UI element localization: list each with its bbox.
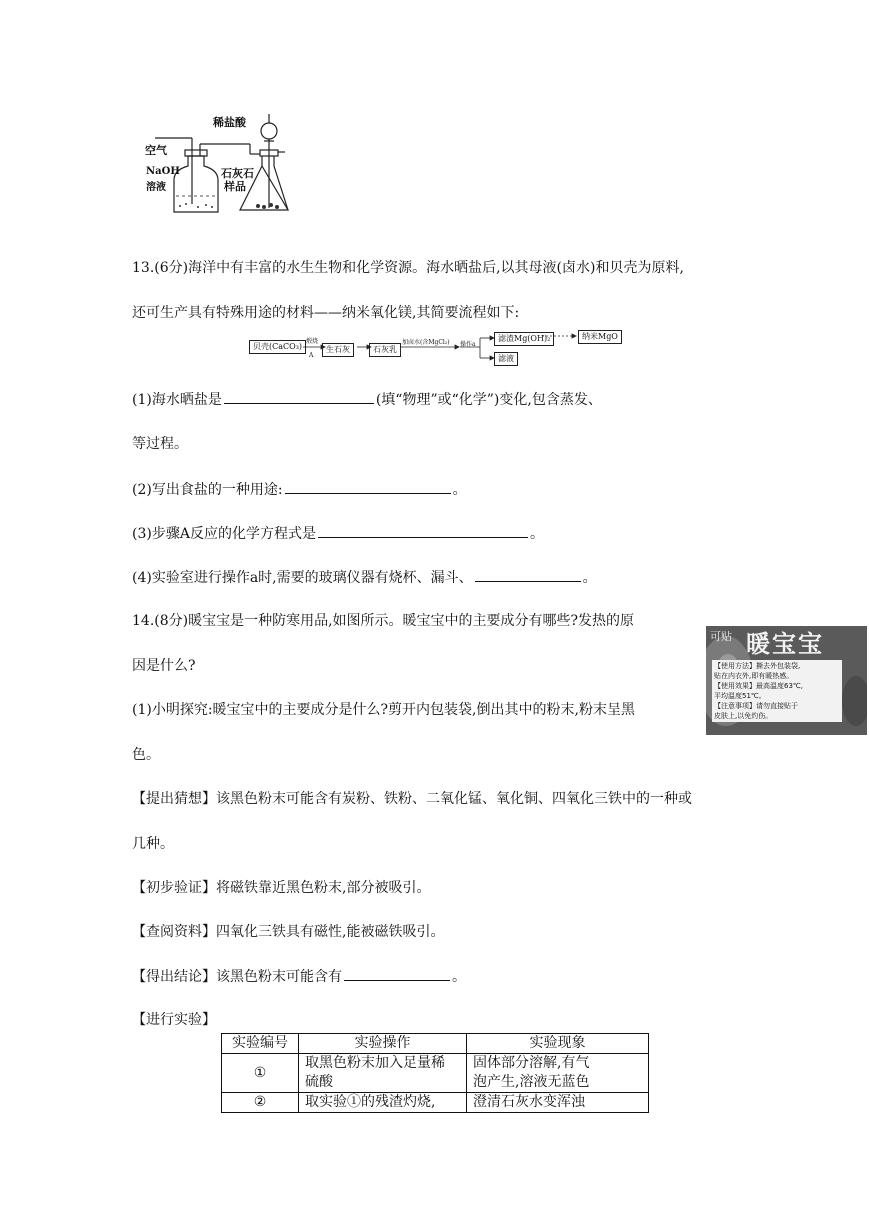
flow-arrow4-label: 操作a	[460, 341, 476, 348]
flow-arrows	[240, 326, 640, 370]
sample-label-1: 石灰石	[221, 167, 254, 180]
flow-box-limewater: 石灰乳	[369, 343, 401, 357]
q14-conclusion-blank[interactable]	[344, 966, 450, 981]
header-experiment-id: 实验编号	[222, 1034, 299, 1054]
warmer-line3: 【使用效果】最高温度63℃,	[714, 682, 803, 690]
q14-conclusion-text: 【得出结论】该黑色粉末可能含有	[132, 969, 342, 985]
q14-verify: 【初步验证】将磁铁靠近黑色粉末,部分被吸引。	[132, 880, 431, 896]
row2-operation: 取实验①的残渣灼烧,	[299, 1093, 467, 1113]
q13-part1-blank[interactable]	[224, 389, 374, 404]
q13-part3-blank[interactable]	[318, 523, 528, 538]
q13-part3-line	[132, 523, 544, 544]
header-operation: 实验操作	[299, 1034, 467, 1054]
flow-box-shell: 贝壳(CaCO₃)	[249, 340, 306, 354]
warmer-brand-small: 可贴	[710, 630, 732, 643]
warmer-instructions	[712, 660, 842, 722]
flow-box-nano-mgo: 纳米MgO	[578, 330, 622, 344]
q13-part2-text: (2)写出食盐的一种用途:	[132, 482, 283, 498]
air-label: 空气	[145, 144, 167, 157]
q14-reference: 【查阅资料】四氧化三铁具有磁性,能被磁铁吸引。	[132, 924, 445, 940]
q13-intro-line2: 还可生产具有特殊用途的材料——纳米氧化镁,其简要流程如下:	[132, 305, 520, 321]
q13-intro-line1: 13.(6分)海洋中有丰富的水生生物和化学资源。海水晒盐后,以其母液(卤水)和贝壳为原料,	[132, 260, 684, 276]
q13-part1-line2: 等过程。	[132, 436, 188, 452]
q13-part1-after: (填“物理”或“化学”)变化,包含蒸发、	[375, 392, 602, 408]
row2-observation: 澄清石灰水变浑浊	[467, 1093, 649, 1113]
row1-operation-line2: 硫酸	[305, 1074, 333, 1090]
hand-warmer-image	[706, 626, 867, 735]
q13-part4-line	[132, 567, 597, 588]
q14-experiment-title: 【进行实验】	[132, 1012, 216, 1028]
sample-label-2: 样品	[224, 180, 246, 193]
q14-part1-line2: 色。	[132, 747, 160, 763]
table-row	[222, 1093, 649, 1113]
q13-part1-line	[132, 389, 602, 410]
q13-part4-text: (4)实验室进行操作a时,需要的玻璃仪器有烧杯、漏斗、	[132, 570, 473, 586]
q14-conclusion-period: 。	[452, 969, 466, 985]
warmer-line2: 贴在内衣外,即有暖热感。	[714, 672, 794, 680]
flow-box-quicklime: 生石灰	[322, 343, 354, 357]
q13-part2-blank[interactable]	[285, 479, 451, 494]
q13-part3-period: 。	[529, 526, 544, 542]
q14-part1-line1: (1)小明探究:暖宝宝中的主要成分是什么?剪开内包装袋,倒出其中的粉末,粉末呈黑	[132, 702, 635, 718]
warmer-line6: 皮肤上,以免灼伤。	[714, 712, 773, 720]
q13-part3-text: (3)步骤A反应的化学方程式是	[132, 526, 316, 542]
header-observation: 实验现象	[467, 1034, 649, 1054]
flow-box-filtrate: 滤液	[494, 352, 518, 366]
table-row	[222, 1054, 649, 1093]
warmer-brand: 暖宝宝	[746, 630, 824, 658]
row1-observation	[467, 1054, 649, 1093]
row1-id: ①	[222, 1054, 299, 1093]
row1-observation-line1: 固体部分溶解,有气	[473, 1055, 590, 1071]
q13-part2-period: 。	[452, 482, 467, 498]
warmer-line4: 平均温度51℃。	[714, 692, 766, 700]
table-header-row	[222, 1034, 649, 1054]
q14-intro-line2: 因是什么?	[132, 658, 196, 674]
row1-operation	[299, 1054, 467, 1093]
experiment-table	[221, 1033, 649, 1113]
q13-part2-line	[132, 479, 467, 500]
q13-part4-period: 。	[582, 570, 597, 586]
flow-arrow3-label: 加卤水(含MgCl₂)	[402, 339, 450, 346]
row1-operation-line1: 取黑色粉末加入足量稀	[305, 1055, 445, 1071]
warmer-line5: 【注意事项】请勿直接贴于	[714, 702, 798, 710]
q14-intro-line1: 14.(8分)暖宝宝是一种防寒用品,如图所示。暖宝宝中的主要成分有哪些?发热的原	[132, 613, 635, 629]
q14-guess-line2: 几种。	[132, 836, 174, 852]
hcl-label: 稀盐酸	[213, 116, 246, 129]
q14-guess-line1: 【提出猜想】该黑色粉末可能含有炭粉、铁粉、二氧化锰、氧化铜、四氧化三铁中的一种或	[132, 791, 692, 807]
naoh-label-1: NaOH	[146, 166, 180, 177]
q14-conclusion-line	[132, 966, 466, 987]
naoh-label-2: 溶液	[146, 182, 166, 193]
flow-arrow1-label: 煅烧	[306, 338, 319, 345]
flow-arrow1-sub: A	[309, 352, 314, 359]
flow-box-residue: 滤渣Mg(OH)₂	[494, 332, 554, 346]
q13-part1-before: (1)海水晒盐是	[132, 392, 222, 408]
row1-observation-line2: 泡产生,溶液无蓝色	[473, 1074, 590, 1090]
row2-id: ②	[222, 1093, 299, 1113]
q13-part4-blank[interactable]	[475, 567, 581, 582]
warmer-line1: 【使用方法】撕去外包装袋,	[714, 662, 801, 670]
